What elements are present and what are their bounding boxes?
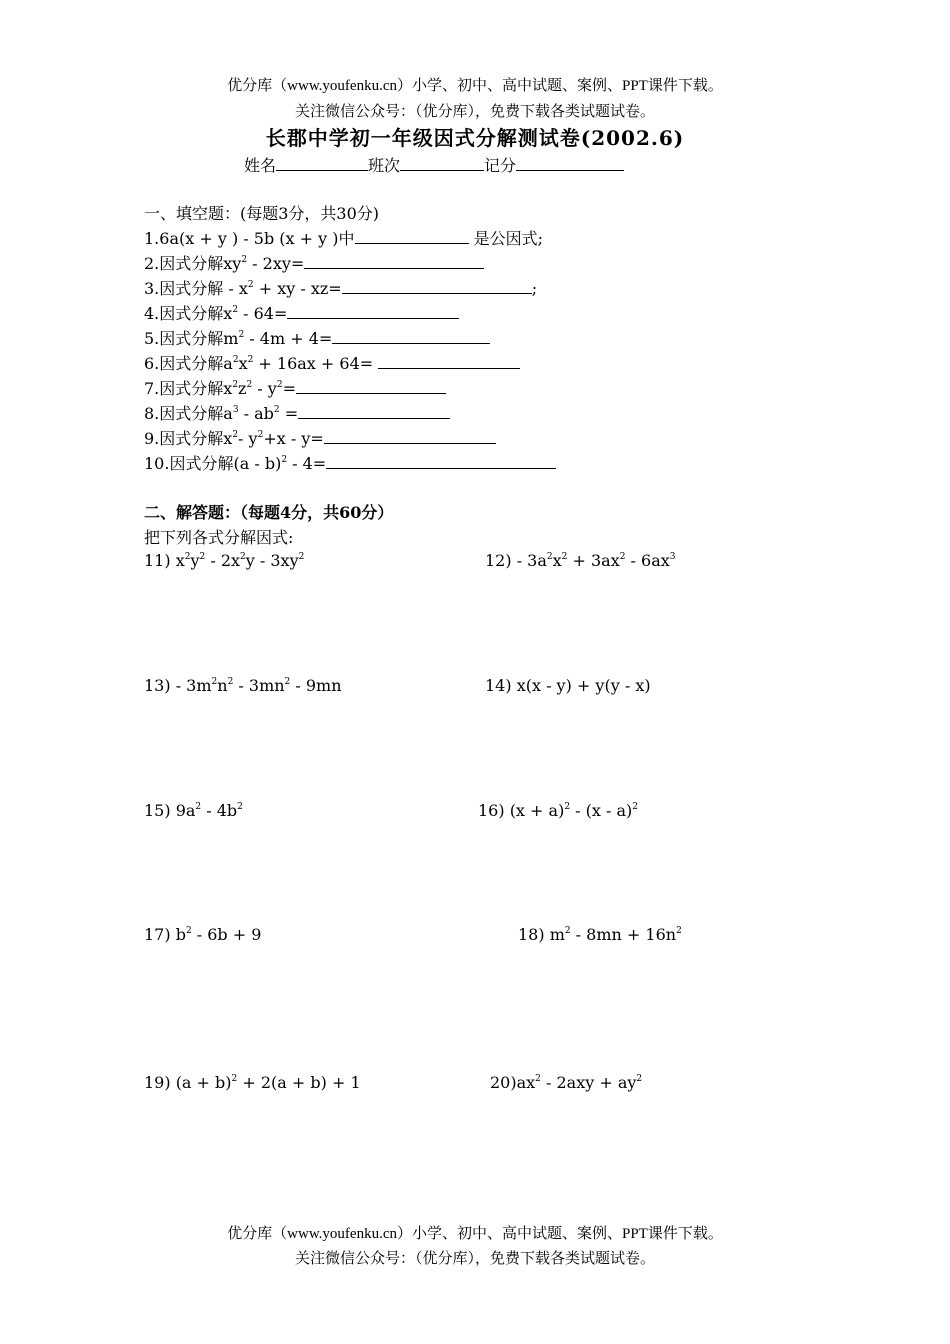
- q7-expr-3: - y: [252, 379, 277, 398]
- q9-expr-rest: +x - y=: [263, 429, 324, 448]
- q2-number: 2.: [144, 254, 160, 273]
- problem-13: [144, 676, 342, 695]
- question-10: [144, 451, 556, 474]
- p16-expr-1: 16) (x + a): [478, 801, 565, 820]
- q8-expr-2: - ab: [238, 404, 274, 423]
- q6-answer-blank[interactable]: [378, 354, 520, 369]
- q9-number: 9.: [144, 429, 160, 448]
- p15-exp-1: 2: [195, 802, 202, 812]
- p11-expr-2: y: [190, 551, 200, 570]
- p11-expr-4: y - 3xy: [245, 551, 299, 570]
- q6-number: 6.: [144, 354, 160, 373]
- q8-prefix: 因式分解: [159, 404, 224, 423]
- p12-expr-4: - 6ax: [625, 551, 670, 570]
- q10-expr: (a - b): [233, 454, 282, 473]
- q7-exp-1: 2: [232, 380, 239, 390]
- p14-expr: 14) x(x - y) + y(y - x): [485, 676, 651, 695]
- question-3: [144, 276, 537, 299]
- q4-expr-rest: - 64=: [238, 304, 288, 323]
- score-label: 记分: [484, 156, 517, 175]
- q8-exp-2: 2: [273, 405, 280, 415]
- q8-number: 8.: [144, 404, 160, 423]
- footer-line-1: 优分库（www.youfenku.cn）小学、初中、高中试题、案例、PPT课件下载。: [227, 1226, 723, 1242]
- problem-15: [144, 801, 243, 820]
- p11-expr-1: 11) x: [144, 551, 185, 570]
- p17-exp-1: 2: [185, 926, 192, 936]
- class-field[interactable]: [400, 156, 484, 171]
- p16-exp-1: 2: [564, 802, 571, 812]
- p12-exp-2: 2: [561, 552, 568, 562]
- p11-exp-3: 2: [240, 552, 246, 562]
- q6-expr-2: x: [238, 354, 248, 373]
- p20-exp-2: 2: [636, 1074, 643, 1084]
- q6-exp-2: 2: [247, 355, 254, 365]
- p13-exp-3: 2: [284, 677, 291, 687]
- q8-answer-blank[interactable]: [298, 404, 450, 419]
- p12-expr-2: x: [552, 551, 562, 570]
- p19-expr-2: + 2(a + b) + 1: [237, 1073, 361, 1092]
- q1-number: 1.: [144, 229, 160, 248]
- q4-answer-blank[interactable]: [287, 304, 459, 319]
- q6-expr-rest: + 16ax + 64=: [253, 354, 379, 373]
- q1-text: 6a(x + y ) - 5b (x + y )中: [159, 229, 355, 248]
- p11-exp-4: 2: [298, 552, 305, 562]
- q10-prefix: 因式分解: [169, 454, 234, 473]
- info-line: [244, 153, 624, 176]
- q3-prefix: 因式分解: [159, 279, 224, 298]
- p12-exp-4: 3: [669, 552, 676, 562]
- q5-answer-blank[interactable]: [332, 329, 490, 344]
- q8-expr: a: [223, 404, 233, 423]
- p15-exp-2: 2: [237, 802, 243, 812]
- q7-answer-blank[interactable]: [296, 379, 446, 394]
- p20-expr-1: 20)ax: [490, 1073, 536, 1092]
- q5-expr-rest: - 4m + 4=: [244, 329, 333, 348]
- q9-prefix: 因式分解: [159, 429, 224, 448]
- q3-answer-blank[interactable]: [342, 279, 532, 294]
- q2-expr-rest: - 2xy=: [247, 254, 305, 273]
- p13-exp-1: 2: [211, 677, 218, 687]
- header-line-2: 关注微信公众号：（优分库），免费下载各类试题试卷。: [294, 104, 655, 120]
- q7-expr-2: z: [238, 379, 247, 398]
- p13-expr-4: - 9mn: [290, 676, 342, 695]
- p12-expr-3: + 3ax: [567, 551, 620, 570]
- question-6: [144, 351, 520, 374]
- q5-expr: m: [223, 329, 239, 348]
- p16-expr-2: - (x - a): [570, 801, 633, 820]
- q8-expr-rest: =: [279, 404, 299, 423]
- q7-expr: x: [223, 379, 233, 398]
- q2-exp: 2: [241, 255, 248, 265]
- page-title: 长郡中学初一年级因式分解测试卷(2002.6): [265, 126, 685, 150]
- p19-expr-1: 19) (a + b): [144, 1073, 232, 1092]
- q5-prefix: 因式分解: [159, 329, 224, 348]
- q4-expr: x: [223, 304, 233, 323]
- q3-suffix: ;: [531, 279, 538, 298]
- q6-exp-1: 2: [232, 355, 239, 365]
- question-7: [144, 376, 446, 399]
- q9-expr: x: [223, 429, 233, 448]
- p11-exp-1: 2: [184, 552, 191, 562]
- p18-exp-1: 2: [564, 926, 571, 936]
- name-field[interactable]: [276, 156, 368, 171]
- q6-expr: a: [223, 354, 233, 373]
- q9-exp-1: 2: [232, 430, 239, 440]
- p15-expr-2: - 4b: [201, 801, 238, 820]
- q7-expr-rest: =: [282, 379, 296, 398]
- p18-expr-2: - 8mn + 16n: [570, 925, 677, 944]
- p18-expr-1: 18) m: [518, 925, 565, 944]
- p11-expr-3: - 2x: [205, 551, 241, 570]
- problem-11: [144, 551, 304, 570]
- p20-expr-2: - 2axy + ay: [540, 1073, 637, 1092]
- q7-exp-3: 2: [276, 380, 283, 390]
- question-9: [144, 426, 496, 449]
- q5-number: 5.: [144, 329, 160, 348]
- p13-expr-3: - 3mn: [233, 676, 285, 695]
- q5-exp: 2: [238, 330, 245, 340]
- q2-prefix: 因式分解: [159, 254, 224, 273]
- p13-expr-1: 13) - 3m: [144, 676, 212, 695]
- problem-14: [485, 676, 651, 695]
- q2-expr: xy: [223, 254, 242, 273]
- q10-number: 10.: [144, 454, 170, 473]
- problem-17: [144, 925, 261, 944]
- p18-exp-2: 2: [676, 926, 682, 936]
- p12-exp-3: 2: [619, 552, 626, 562]
- question-4: [144, 301, 459, 324]
- p17-expr-1: 17) b: [144, 925, 186, 944]
- class-label: 班次: [368, 156, 401, 175]
- question-5: [144, 326, 490, 349]
- p12-exp-1: 2: [546, 552, 553, 562]
- q9-exp-2: 2: [257, 430, 264, 440]
- q3-exp: 2: [247, 280, 254, 290]
- question-2: [144, 251, 484, 274]
- name-label: 姓名: [244, 156, 277, 175]
- section2-heading: 二、解答题：（每题4分，共60分）: [144, 503, 394, 522]
- q3-number: 3.: [144, 279, 160, 298]
- q4-number: 4.: [144, 304, 160, 323]
- q3-expr: - x: [223, 279, 248, 298]
- section1-heading: 一、填空题：(每题3分，共30分): [144, 204, 380, 223]
- q7-exp-2: 2: [246, 380, 253, 390]
- p11-exp-2: 2: [199, 552, 206, 562]
- question-8: [144, 401, 450, 424]
- p20-exp-1: 2: [535, 1074, 541, 1084]
- q9-answer-blank[interactable]: [324, 429, 496, 444]
- problem-12: [485, 551, 676, 570]
- problem-18: [518, 925, 682, 944]
- q1-answer-blank[interactable]: [355, 229, 469, 244]
- q10-exp: 2: [281, 455, 288, 465]
- footer-line-2: 关注微信公众号：（优分库），免费下载各类试题试卷。: [294, 1251, 655, 1267]
- section2-instruction: 把下列各式分解因式:: [144, 528, 294, 547]
- problem-16: [478, 801, 638, 820]
- q1-suffix: 是公因式;: [468, 229, 543, 248]
- q8-exp-1: 3: [232, 405, 239, 415]
- q10-answer-blank[interactable]: [326, 454, 556, 469]
- score-field[interactable]: [516, 156, 624, 171]
- p13-exp-2: 2: [227, 677, 234, 687]
- p16-exp-2: 2: [632, 802, 638, 812]
- p12-expr-1: 12) - 3a: [485, 551, 547, 570]
- q2-answer-blank[interactable]: [304, 254, 484, 269]
- p15-expr-1: 15) 9a: [144, 801, 196, 820]
- header-line-1: 优分库（www.youfenku.cn）小学、初中、高中试题、案例、PPT课件下载。: [227, 78, 723, 94]
- question-1: [144, 226, 543, 249]
- q9-expr-2: - y: [238, 429, 258, 448]
- problem-20: [490, 1073, 642, 1092]
- q7-prefix: 因式分解: [159, 379, 224, 398]
- q4-exp: 2: [232, 305, 239, 315]
- q3-expr-rest: + xy - xz=: [253, 279, 342, 298]
- problem-19: [144, 1073, 361, 1092]
- p13-expr-2: n: [217, 676, 228, 695]
- q10-expr-rest: - 4=: [287, 454, 327, 473]
- q4-prefix: 因式分解: [159, 304, 224, 323]
- p17-expr-2: - 6b + 9: [191, 925, 262, 944]
- q7-number: 7.: [144, 379, 160, 398]
- q6-prefix: 因式分解: [159, 354, 224, 373]
- p19-exp-1: 2: [231, 1074, 238, 1084]
